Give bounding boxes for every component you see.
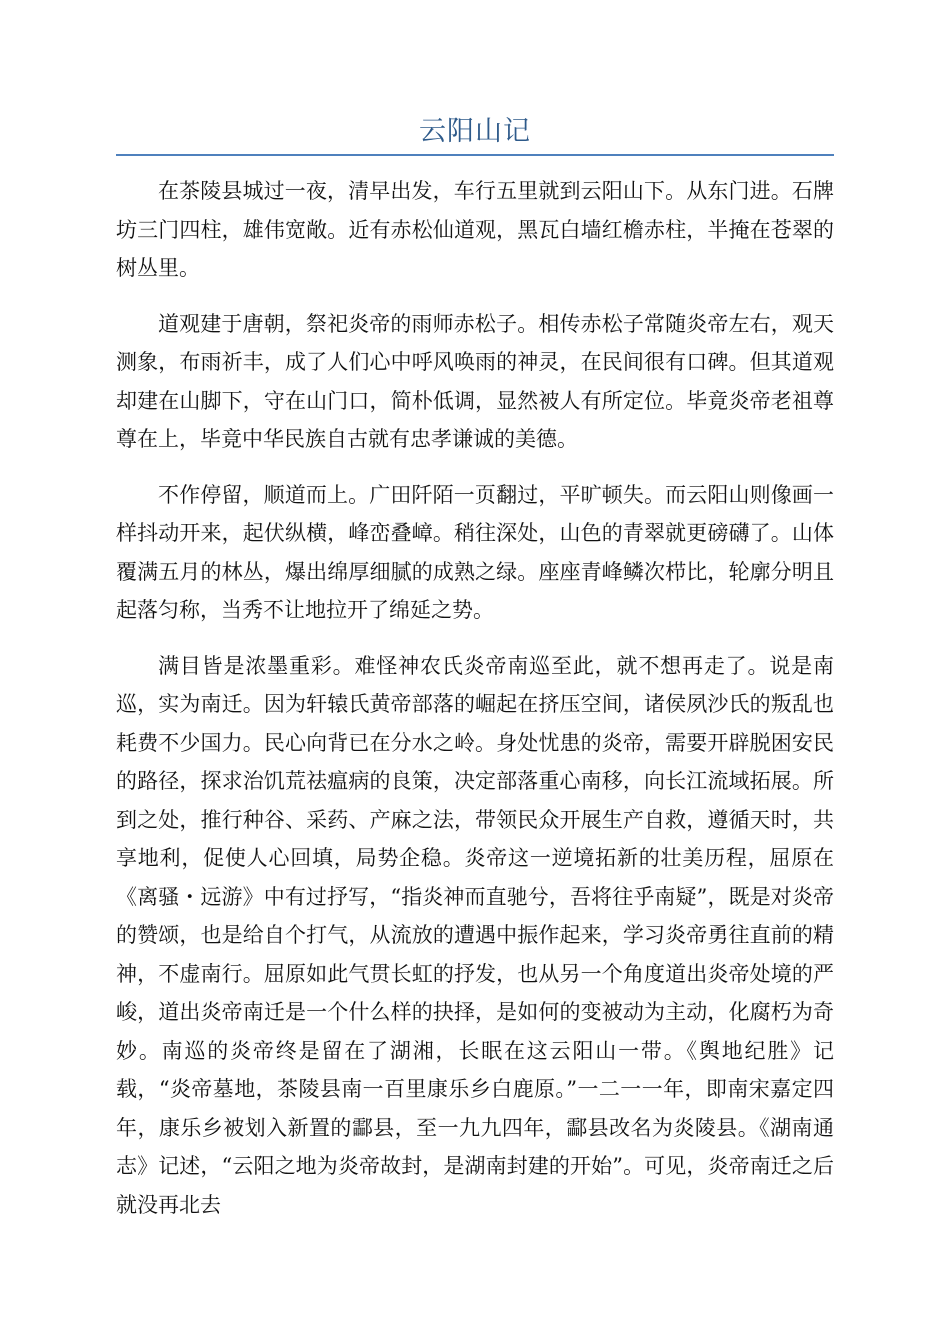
paragraph: 道观建于唐朝，祭祀炎帝的雨师赤松子。相传赤松子常随炎帝左右，观天测象，布雨祈丰，成了人们心中呼风唤雨的神灵，在民间很有口碑。但其道观却建在山脚下，守在山门口，简朴低调，显然被人有所定位。毕竟炎帝老祖尊尊在上，毕竟中华民族自古就有忠孝谦诚的美德。	[116, 311, 834, 451]
paragraph: 不作停留，顺道而上。广田阡陌一页翻过，平旷顿失。而云阳山则像画一样抖动开来，起伏纵横，峰峦叠嶂。稍往深处，山色的青翠就更磅礴了。山体覆满五月的林丛，爆出绵厚细腻的成熟之绿。座座青峰鳞次栉比，轮廓分明且起落匀称，当秀不让地拉开了绵延之势。	[116, 482, 834, 622]
paragraph: 在茶陵县城过一夜，清早出发，车行五里就到云阳山下。从东门进。石牌坊三门四柱，雄伟宽敞。近有赤松仙道观，黑瓦白墙红檐赤柱，半掩在苍翠的树丛里。	[116, 179, 834, 280]
document-title: 云阳山记	[419, 116, 531, 147]
document-body	[116, 172, 834, 1241]
title-underline	[116, 154, 834, 156]
paragraph: 满目皆是浓墨重彩。难怪神农氏炎帝南巡至此，就不想再走了。说是南巡，实为南迁。因为轩辕氏黄帝部落的崛起在挤压空间，诸侯夙沙氏的叛乱也耗费不少国力。民心向背已在分水之岭。身处忧患的炎帝，需要开辟脱困安民的路径，探求治饥荒祛瘟病的良策，决定部落重心南移，向长江流域拓展。所到之处，推行种谷、采药、产麻之法，带领民众开展生产自救，遵循天时，共享地利，促使人心回填，局势企稳。炎帝这一逆境拓新的壮美历程，屈原在《离骚・远游》中有过抒写，“指炎神而直驰兮，吾将往乎南疑”，既是对炎帝的赞颂，也是给自个打气，从流放的遭遇中振作起来，学习炎帝勇往直前的精神，不虚南行。屈原如此气贯长虹的抒发，也从另一个角度道出炎帝处境的严峻，道出炎帝南迁是一个什么样的抉择，是如何的变被动为主动，化腐朽为奇妙。南巡的炎帝终是留在了湖湘，长眠在这云阳山一带。《舆地纪胜》记载，“炎帝墓地，茶陵县南一百里康乐乡白鹿原。”一二一一年，即南宋嘉定四年，康乐乡被划入新置的酃县，至一九九四年，酃县改名为炎陵县。《湖南通志》记述，“云阳之地为炎帝故封，是湖南封建的开始”。可见，炎帝南迁之后就没再北去	[116, 653, 834, 1217]
